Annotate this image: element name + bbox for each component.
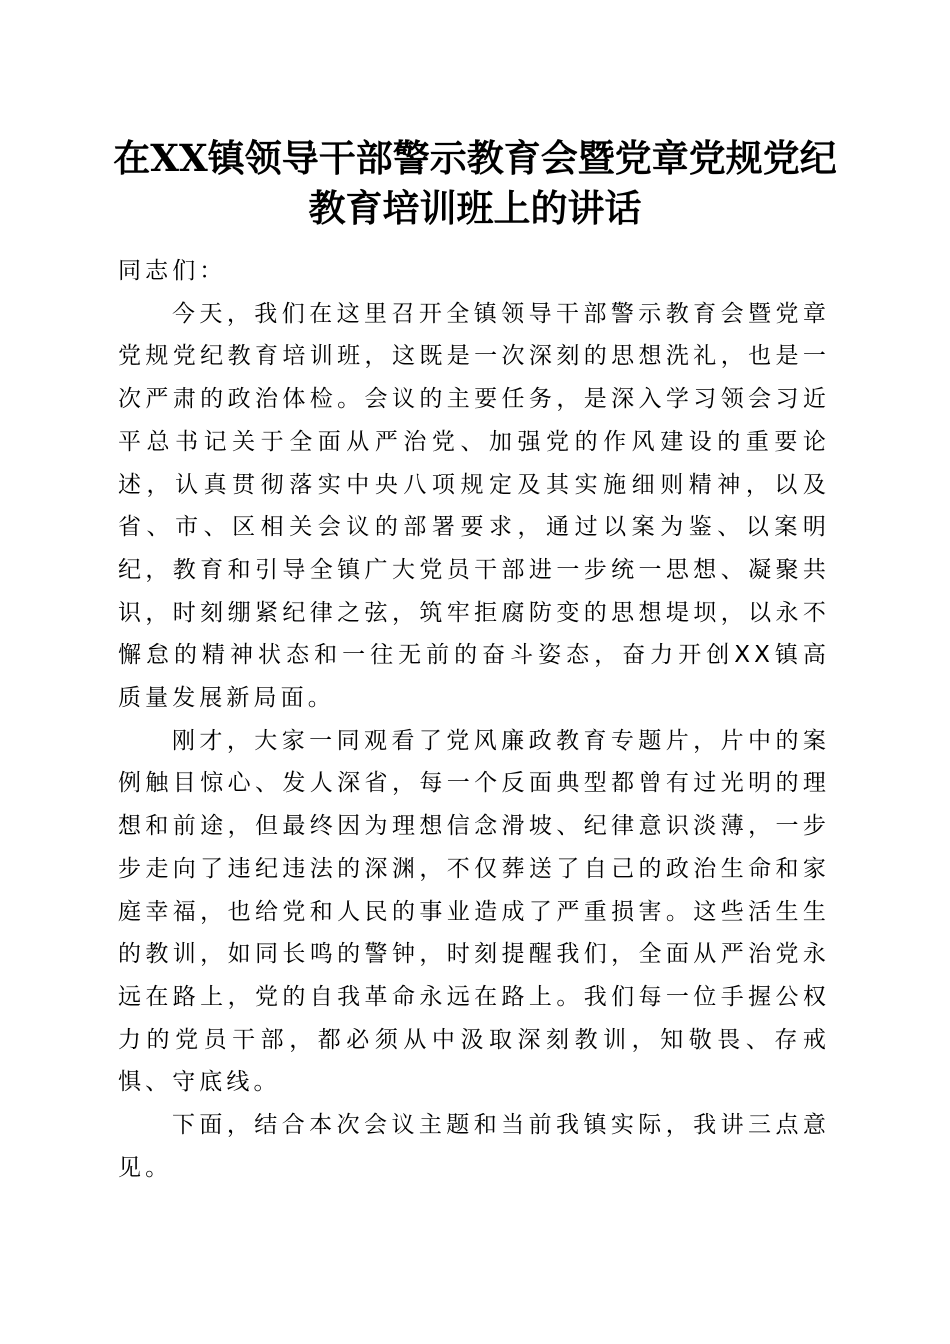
paragraph-opening: 今天，我们在这里召开全镇领导干部警示教育会暨党章党规党纪教育培训班，这既是一次深刻的思想洗礼，也是一次严肃的政治体检。会议的主要任务，是深入学习领会习近平总书记关于全面从严治党、加强党的作风建设的重要论述，认真贯彻落实中央八项规定及其实施细则精神，以及省、市、区相关会议的部署要求，通过以案为鉴、以案明纪，教育和引导全镇广大党员干部进一步统一思想、凝聚共识，时刻绷紧纪律之弦，筑牢拒腐防变的思想堤坝，以永不懈怠的精神状态和一往无前的奋斗姿态，奋力开创XX镇高质量发展新局面。 — [118, 300, 830, 712]
document-title — [100, 133, 850, 233]
title-line-1: 在XX镇领导干部警示教育会暨党章党规党纪 — [113, 136, 837, 180]
salutation: 同志们： — [118, 258, 227, 284]
paragraph-cases: 刚才，大家一同观看了党风廉政教育专题片，片中的案例触目惊心、发人深省，每一个反面典型都曾有过光明的理想和前途，但最终因为理想信念滑坡、纪律意识淡薄，一步步走向了违纪违法的深渊，不仅葬送了自己的政治生命和家庭幸福，也给党和人民的事业造成了严重损害。这些活生生的教训，如同长鸣的警钟，时刻提醒我们，全面从严治党永远在路上，党的自我革命永远在路上。我们每一位手握公权力的党员干部，都必须从中汲取深刻教训，知敬畏、存戒惧、守底线。 — [118, 727, 830, 1096]
document-body — [118, 250, 830, 1189]
title-line-2: 教育培训班上的讲话 — [308, 186, 642, 230]
paragraph-transition: 下面，结合本次会议主题和当前我镇实际，我讲三点意见。 — [118, 1112, 830, 1181]
